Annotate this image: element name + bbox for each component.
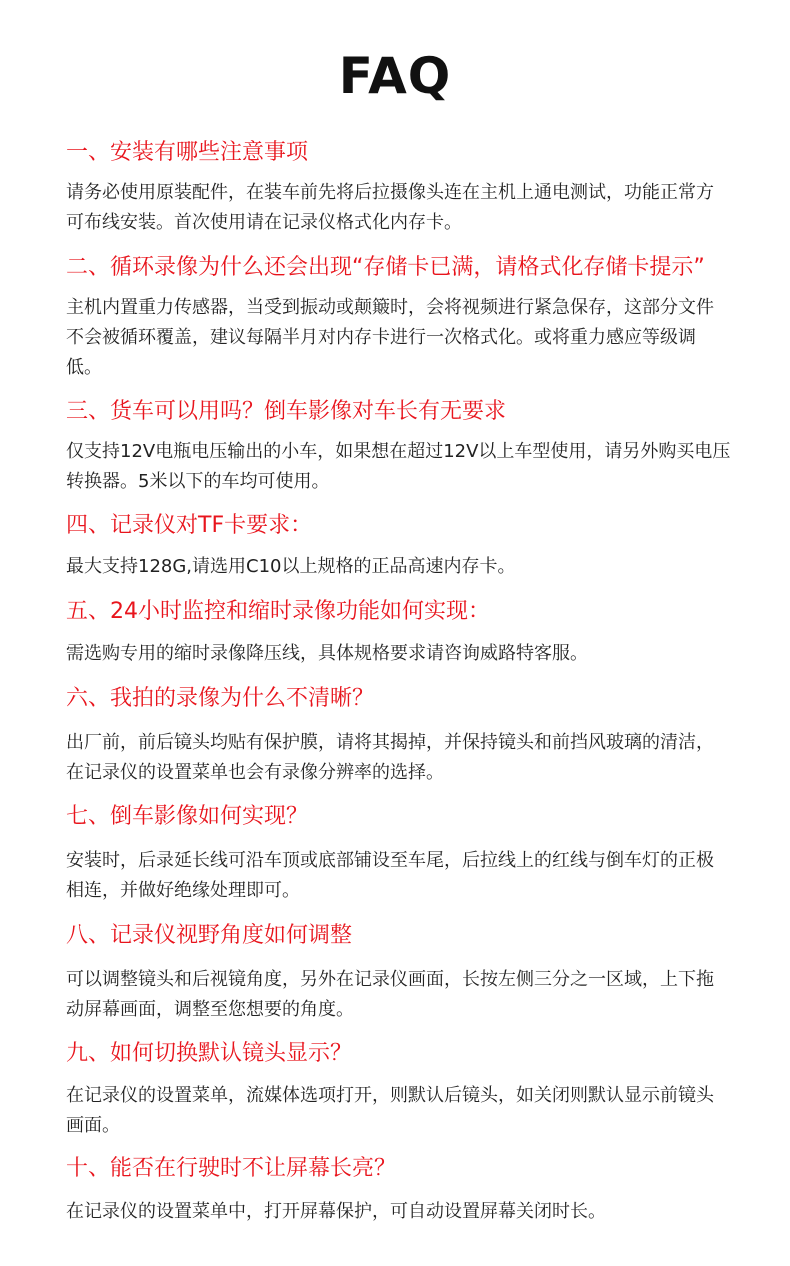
- faq-answer-9: 在记录仪的设置菜单，流媒体选项打开，则默认后镜头，如关闭则默认显示前镜头画面。: [66, 1085, 714, 1136]
- faq-question-8: 八、记录仪视野角度如何调整: [66, 923, 353, 948]
- faq-answer-7: 安装时，后录延长线可沿车顶或底部铺设至车尾，后拉线上的红线与倒车灯的正极相连，并做好绝缘处理即可。: [66, 850, 714, 901]
- faq-question-7: 七、倒车影像如何实现？: [66, 804, 309, 829]
- page-title: FAQ: [338, 47, 452, 105]
- faq-question-4: 四、记录仪对TF卡要求：: [66, 513, 313, 538]
- faq-answer-3: 仅支持12V电瓶电压输出的小车，如果想在超过12V以上车型使用，请另外购买电压转换器。5米以下的车均可使用。: [66, 441, 731, 492]
- faq-question-1: 一、安装有哪些注意事项: [66, 140, 309, 165]
- faq-answer-1: 请务必使用原装配件，在装车前先将后拉摄像头连在主机上通电测试，功能正常方可布线安装。首次使用请在记录仪格式化内存卡。: [66, 182, 714, 233]
- faq-answer-5: 需选购专用的缩时录像降压线，具体规格要求请咨询威路特客服。: [66, 643, 588, 664]
- faq-answer-2: 主机内置重力传感器，当受到振动或颠簸时，会将视频进行紧急保存，这部分文件不会被循环覆盖，建议每隔半月对内存卡进行一次格式化。或将重力感应等级调低。: [66, 297, 714, 378]
- faq-question-3: 三、货车可以用吗？倒车影像对车长有无要求: [66, 399, 507, 424]
- faq-answer-10: 在记录仪的设置菜单中，打开屏幕保护，可自动设置屏幕关闭时长。: [66, 1201, 606, 1222]
- faq-question-9: 九、如何切换默认镜头显示？: [66, 1041, 353, 1066]
- faq-answer-8: 可以调整镜头和后视镜角度，另外在记录仪画面，长按左侧三分之一区域，上下拖动屏幕画面，调整至您想要的角度。: [66, 969, 714, 1020]
- faq-answer-6: 出厂前，前后镜头均贴有保护膜，请将其揭掉，并保持镜头和前挡风玻璃的清洁，在记录仪的设置菜单也会有录像分辨率的选择。: [66, 732, 714, 783]
- faq-question-2: 二、循环录像为什么还会出现“存储卡已满，请格式化存储卡提示”: [66, 255, 705, 280]
- faq-question-10: 十、能否在行驶时不让屏幕长亮？: [66, 1156, 397, 1181]
- faq-question-5: 五、24小时监控和缩时录像功能如何实现：: [66, 599, 490, 624]
- faq-answer-4: 最大支持128G,请选用C10以上规格的正品高速内存卡。: [66, 556, 516, 577]
- faq-question-6: 六、我拍的录像为什么不清晰？: [66, 686, 375, 711]
